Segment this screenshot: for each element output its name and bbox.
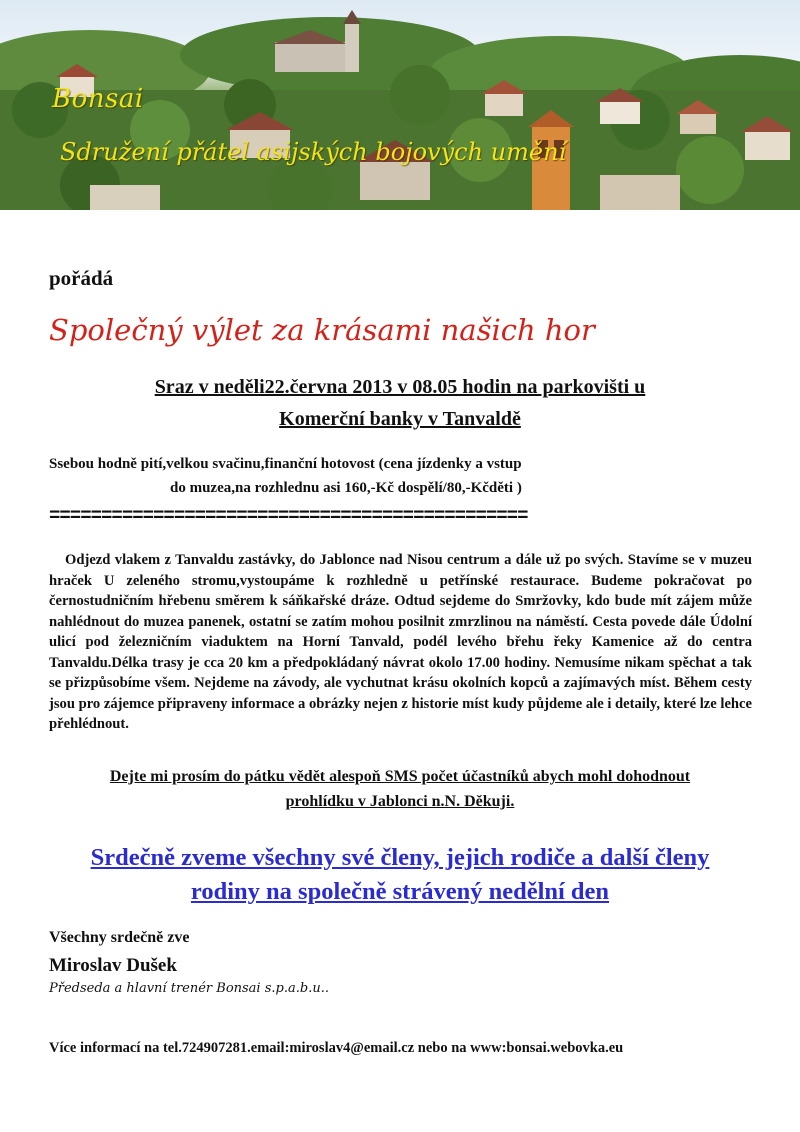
meeting-line: Komerční banky v Tanvaldě [279,408,521,430]
sms-note-line: Dejte mi prosím do pátku vědět alespoň SMS počet účastníků abych mohl dohodnout [109,768,691,785]
sms-note-line: prohlídku v Jablonci n.N. Děkuji. [285,793,515,810]
brand-subtitle: Sdružení přátel asijských bojových umění [60,138,567,166]
meeting-line: Sraz v neděli22.června 2013 v 08.05 hodin na parkovišti u [154,376,646,398]
trip-description: Odjezd vlakem z Tanvaldu zastávky, do Jablonce nad Nisou centrum a dále už po svých. Stavíme se v muzeu hraček U zeleného stromu,vystoupáme k rozhledně u petřínské restaurace. Budeme pokračovat po černostudničním hřebenu směrem k sáňkařské dráze. Odtud sejdeme do Smržovky, kdo bude mít zájem může nahlédnout do muzea panenek, ostatní se zatím mohou posilnit zmrzlinou na náměstí. Cesta povede dále Údolní ulicí pod železničním viaduktem na Horní Tanvald, podél levého břehu řeky Kamenice až do centra Tanvaldu.Délka trasy je cca 20 km a předpokládaný návrat okolo 17.00 hodiny. Nemusíme nikam spěchat a tak se přizpůsobíme všem. Nejdeme na závody, ale vychutnat krásu okolních kopců a zajímavých míst. Během cesty jsou pro zájemce připraveny informace a obrázky nejen z historie míst kudy půjdeme ale i detaily, které lze lehce přehlédnout. [49,552,752,732]
brand-name: Bonsai [52,84,144,114]
signer-role: Předseda a hlavní trenér Bonsai s.p.a.b.u.. [49,981,329,996]
greeting: Všechny srdečně zve [49,929,190,946]
separator: ============================================== [49,505,528,527]
bring-line: Ssebou hodně pití,velkou svačinu,finanční hotovost (cena jízdenky a vstup [49,456,522,472]
invitation-line: Srdečně zveme všechny své členy, jejich rodiče a další členy [90,844,710,871]
signer-name: Miroslav Dušek [49,955,177,976]
bring-line: do muzea,na rozhlednu asi 160,-Kč dospělí/80,-Kčděti ) [170,480,522,496]
header-banner [0,0,800,210]
invitation-line: rodiny na společně strávený nedělní den [190,878,610,905]
trip-title: Společný výlet za krásami našich hor [49,313,595,347]
intro-text: pořádá [49,266,114,290]
contact-info: Více informací na tel.724907281.email:miroslav4@email.cz nebo na www:bonsai.webovka.eu [49,1040,624,1056]
